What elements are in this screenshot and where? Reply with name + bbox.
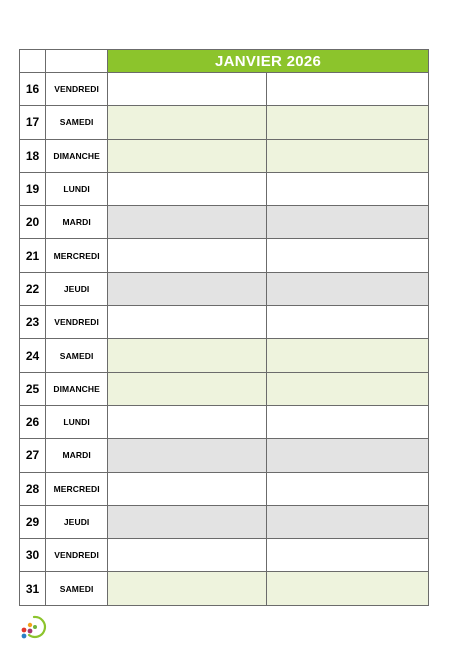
day-row (20, 372, 429, 405)
note-cell-left[interactable] (108, 139, 266, 172)
note-cell-left[interactable] (108, 439, 266, 472)
note-cell-right[interactable] (266, 339, 428, 372)
day-number: 21 (20, 239, 46, 272)
day-row (20, 306, 429, 339)
day-name: VENDREDI (46, 73, 108, 106)
note-cell-left[interactable] (108, 539, 266, 572)
day-row (20, 272, 429, 305)
note-cell-right[interactable] (266, 405, 428, 438)
day-name: MERCREDI (46, 472, 108, 505)
day-row (20, 239, 429, 272)
note-cell-left[interactable] (108, 73, 266, 106)
day-name: VENDREDI (46, 306, 108, 339)
day-number: 30 (20, 539, 46, 572)
day-row (20, 505, 429, 538)
note-cell-right[interactable] (266, 172, 428, 205)
day-name: DIMANCHE (46, 372, 108, 405)
header-row (20, 50, 429, 73)
note-cell-left[interactable] (108, 206, 266, 239)
note-cell-right[interactable] (266, 239, 428, 272)
day-row (20, 472, 429, 505)
day-number: 19 (20, 172, 46, 205)
day-name: JEUDI (46, 272, 108, 305)
note-cell-right[interactable] (266, 272, 428, 305)
day-row (20, 539, 429, 572)
month-title: JANVIER 2026 (108, 50, 429, 73)
day-number: 28 (20, 472, 46, 505)
day-name: MERCREDI (46, 239, 108, 272)
header-empty-day-cell (46, 50, 108, 73)
day-number: 20 (20, 206, 46, 239)
note-cell-right[interactable] (266, 73, 428, 106)
note-cell-left[interactable] (108, 239, 266, 272)
note-cell-left[interactable] (108, 306, 266, 339)
day-number: 17 (20, 106, 46, 139)
day-number: 22 (20, 272, 46, 305)
note-cell-right[interactable] (266, 572, 428, 606)
day-row (20, 106, 429, 139)
day-row (20, 73, 429, 106)
note-cell-right[interactable] (266, 306, 428, 339)
day-number: 18 (20, 139, 46, 172)
note-cell-right[interactable] (266, 439, 428, 472)
day-row (20, 172, 429, 205)
note-cell-right[interactable] (266, 472, 428, 505)
header-empty-number-cell (20, 50, 46, 73)
day-name: SAMEDI (46, 106, 108, 139)
day-number: 27 (20, 439, 46, 472)
day-number: 25 (20, 372, 46, 405)
day-name: LUNDI (46, 172, 108, 205)
note-cell-left[interactable] (108, 472, 266, 505)
note-cell-left[interactable] (108, 272, 266, 305)
note-cell-right[interactable] (266, 106, 428, 139)
note-cell-left[interactable] (108, 572, 266, 606)
note-cell-left[interactable] (108, 339, 266, 372)
dots-arc-logo-icon (20, 614, 50, 640)
calendar-body (20, 50, 429, 606)
day-row (20, 206, 429, 239)
day-name: JEUDI (46, 505, 108, 538)
day-name: MARDI (46, 439, 108, 472)
day-name: SAMEDI (46, 572, 108, 606)
note-cell-right[interactable] (266, 139, 428, 172)
note-cell-right[interactable] (266, 206, 428, 239)
day-number: 24 (20, 339, 46, 372)
note-cell-right[interactable] (266, 539, 428, 572)
note-cell-left[interactable] (108, 405, 266, 438)
day-row (20, 339, 429, 372)
note-cell-right[interactable] (266, 372, 428, 405)
note-cell-left[interactable] (108, 372, 266, 405)
day-number: 16 (20, 73, 46, 106)
day-name: DIMANCHE (46, 139, 108, 172)
day-row (20, 572, 429, 606)
day-number: 23 (20, 306, 46, 339)
day-row (20, 439, 429, 472)
day-number: 29 (20, 505, 46, 538)
day-name: LUNDI (46, 405, 108, 438)
note-cell-left[interactable] (108, 505, 266, 538)
day-row (20, 405, 429, 438)
note-cell-left[interactable] (108, 106, 266, 139)
day-number: 31 (20, 572, 46, 606)
day-name: SAMEDI (46, 339, 108, 372)
day-row (20, 139, 429, 172)
day-name: MARDI (46, 206, 108, 239)
note-cell-right[interactable] (266, 505, 428, 538)
day-number: 26 (20, 405, 46, 438)
day-name: VENDREDI (46, 539, 108, 572)
calendar-table (19, 49, 429, 606)
note-cell-left[interactable] (108, 172, 266, 205)
